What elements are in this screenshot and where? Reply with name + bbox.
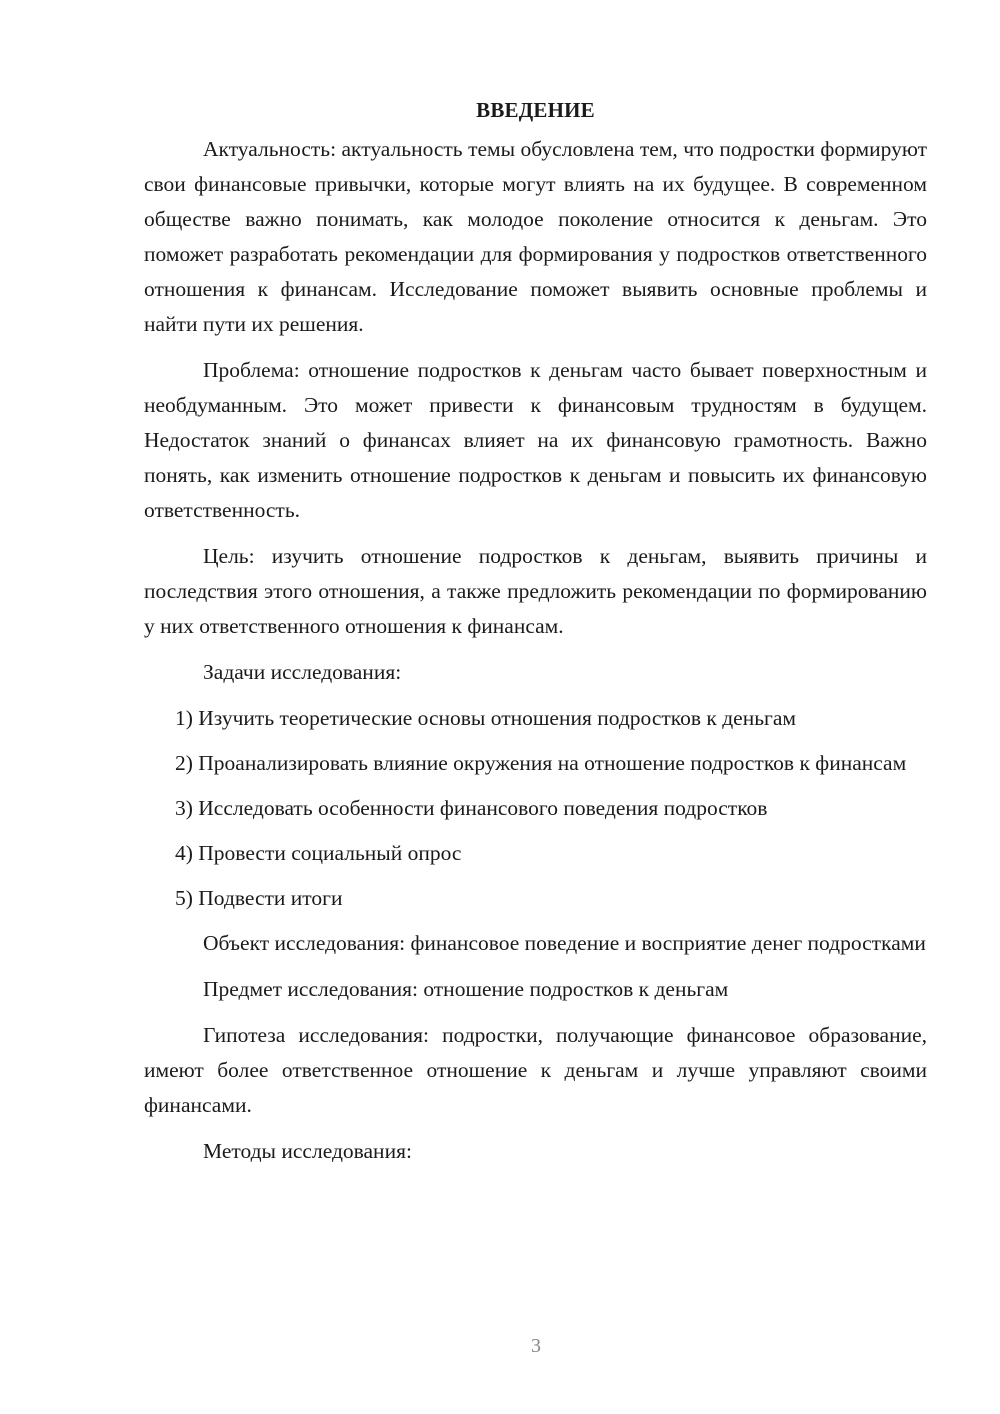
problem-paragraph: Проблема: отношение подростков к деньгам часто бывает поверхностным и необдуманным. Это может привести к финансовым трудностям в будущем. Недостаток знаний о финансах влияет на их финансовую грамотность. Важно понять, как изменить отношение подростков к деньгам и повысить их финансовую ответственность.: [144, 358, 927, 522]
tasks-title: Задачи исследования:: [203, 660, 402, 684]
methods-title: Методы исследования:: [203, 1139, 412, 1163]
task-item-5: 5) Подвести итоги: [175, 886, 343, 910]
task-item-1: 1) Изучить теоретические основы отношения подростков к деньгам: [175, 706, 796, 730]
task-item-4: 4) Провести социальный опрос: [175, 841, 462, 865]
task-item-3: 3) Исследовать особенности финансового поведения подростков: [175, 796, 768, 820]
object-paragraph: Объект исследования: финансовое поведение и восприятие денег подростками: [203, 931, 926, 955]
goal-paragraph: Цель: изучить отношение подростков к деньгам, выявить причины и последствия этого отношения, а также предложить рекомендации по формированию у них ответственного отношения к финансам.: [144, 544, 927, 638]
subject-paragraph: Предмет исследования: отношение подростков к деньгам: [203, 977, 729, 1001]
section-heading: ВВЕДЕНИЕ: [476, 98, 595, 122]
task-item-2: 2) Проанализировать влияние окружения на отношение подростков к финансам: [175, 751, 907, 775]
page-number: 3: [531, 1335, 541, 1357]
hypothesis-paragraph: Гипотеза исследования: подростки, получающие финансовое образование, имеют более ответственное отношение к деньгам и лучше управляют своими финансами.: [144, 1023, 927, 1117]
relevance-paragraph: Актуальность: актуальность темы обусловлена тем, что подростки формируют свои финансовые привычки, которые могут влиять на их будущее. В современном обществе важно понимать, как молодое поколение относится к деньгам. Это поможет разработать рекомендации для формирования у подростков ответственного отношения к финансам. Исследование поможет выявить основные проблемы и найти пути их решения.: [144, 137, 927, 336]
